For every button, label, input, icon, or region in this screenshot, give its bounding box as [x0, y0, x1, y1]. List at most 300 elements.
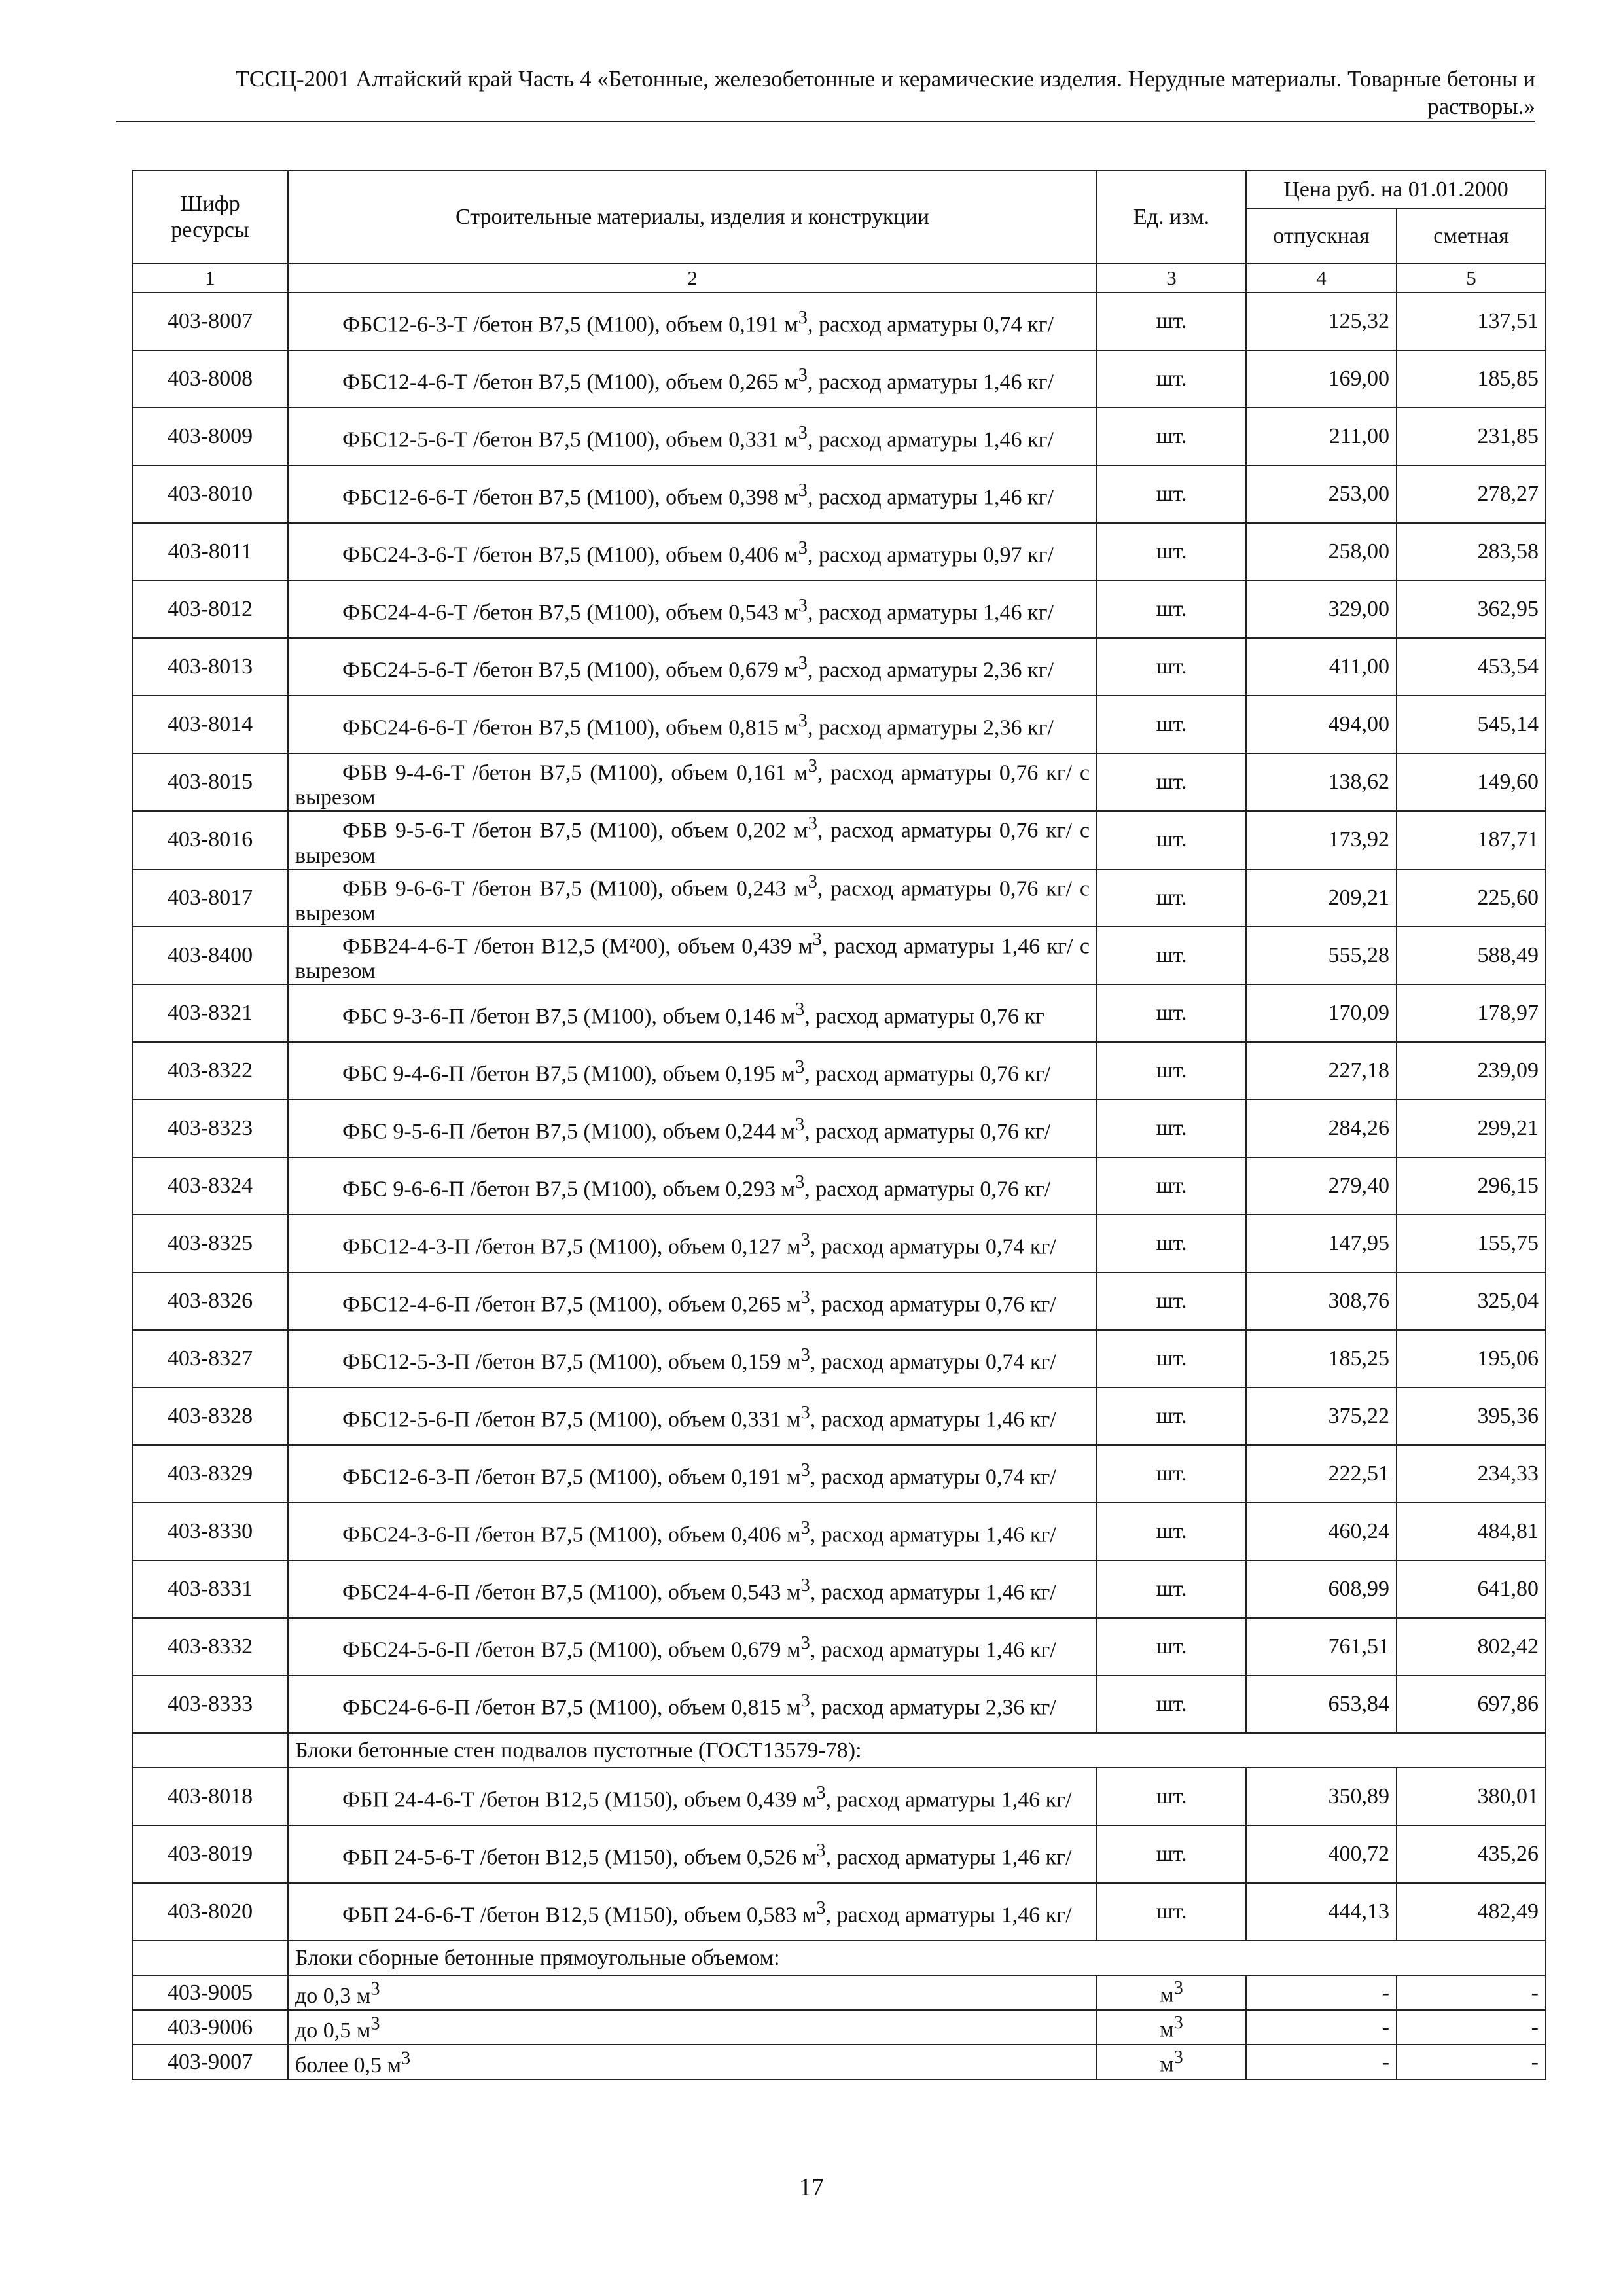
- superscript-3: 3: [1173, 2047, 1183, 2068]
- unit-cell: [1097, 811, 1246, 869]
- volume-unit: м: [787, 1580, 801, 1605]
- unit-text: шт.: [1156, 1174, 1187, 1198]
- unit-cell: [1097, 1618, 1246, 1676]
- material-description: [288, 1825, 1097, 1883]
- estimate-price: 395,36: [1397, 1388, 1546, 1445]
- description-text: [295, 306, 1090, 337]
- description-rest: , расход арматуры 0,76 кг/: [804, 1119, 1051, 1144]
- description-text: [295, 1343, 1090, 1374]
- table-row: [132, 1330, 1546, 1388]
- release-price: 460,24: [1246, 1503, 1397, 1560]
- estimate-price: 225,60: [1397, 869, 1546, 927]
- superscript-3: 3: [808, 756, 817, 776]
- material-description: [288, 1100, 1097, 1157]
- description-rest: , расход арматуры 2,36 кг/: [807, 715, 1054, 740]
- release-price: 329,00: [1246, 581, 1397, 638]
- volume-unit: м: [787, 1407, 801, 1432]
- description-rest: , расход арматуры 1,46 кг/: [825, 1787, 1072, 1812]
- unit-text: шт.: [1156, 482, 1187, 506]
- unit-cell: [1097, 581, 1246, 638]
- description-rest: , расход арматуры 1,46 кг/: [810, 1522, 1056, 1547]
- estimate-price: -: [1397, 2045, 1546, 2079]
- unit-text: шт.: [1156, 1842, 1187, 1867]
- description-rest: , расход арматуры 2,36 кг/: [810, 1695, 1056, 1720]
- release-price: 211,00: [1246, 408, 1397, 465]
- description-main: ФБС12-6-3-Т /бетон В7,5 (М100), объем 0,191: [342, 312, 785, 337]
- release-price: 555,28: [1246, 927, 1397, 984]
- estimate-price: 231,85: [1397, 408, 1546, 465]
- resource-code: 403-8324: [132, 1157, 288, 1215]
- release-price: -: [1246, 2010, 1397, 2045]
- description-rest: , расход арматуры 0,76 кг/ с вырезом: [295, 761, 1090, 810]
- description-text: [295, 1839, 1090, 1870]
- volume-unit: м: [794, 761, 808, 785]
- table-row: [132, 465, 1546, 523]
- description-main: ФБС 9-5-6-П /бетон В7,5 (М100), объем 0,244: [342, 1119, 781, 1144]
- estimate-price: 278,27: [1397, 465, 1546, 523]
- header-line-2: растворы.»: [1427, 94, 1535, 119]
- release-price: 222,51: [1246, 1445, 1397, 1503]
- description-text: [295, 651, 1090, 683]
- table-row: [132, 1157, 1546, 1215]
- description-text: [295, 927, 1090, 984]
- release-price: 308,76: [1246, 1272, 1397, 1330]
- release-price: 147,95: [1246, 1215, 1397, 1272]
- description-main: ФБВ 9-4-6-Т /бетон В7,5 (М100), объем 0,161: [342, 761, 794, 785]
- superscript-3: 3: [800, 1460, 810, 1481]
- description-rest: , расход арматуры 0,76 кг/: [810, 1292, 1056, 1317]
- unit-text: шт.: [1156, 1116, 1187, 1141]
- unit-cell: [1097, 1768, 1246, 1825]
- col-number: 2: [288, 264, 1097, 293]
- estimate-price: 484,81: [1397, 1503, 1546, 1560]
- unit-text: шт.: [1156, 367, 1187, 391]
- unit-cell: [1097, 1330, 1246, 1388]
- description-text: [295, 2048, 411, 2077]
- resource-code: 403-8332: [132, 1618, 288, 1676]
- superscript-3: 3: [798, 365, 808, 386]
- release-price: 185,25: [1246, 1330, 1397, 1388]
- material-description: [288, 1768, 1097, 1825]
- volume-unit: м: [784, 485, 798, 510]
- description-text: [295, 997, 1090, 1029]
- superscript-3: 3: [808, 871, 817, 892]
- volume-unit: м: [784, 427, 798, 452]
- material-description: [288, 811, 1097, 869]
- resource-code: 403-8329: [132, 1445, 288, 1503]
- table-row: [132, 581, 1546, 638]
- description-main: ФБВ 9-5-6-Т /бетон В7,5 (М100), объем 0,202: [342, 818, 794, 843]
- unit-text: шт.: [1156, 1346, 1187, 1371]
- unit-cell: [1097, 753, 1246, 811]
- resource-code: 403-8326: [132, 1272, 288, 1330]
- table-row: [132, 523, 1546, 581]
- unit-cell: [1097, 1883, 1246, 1941]
- description-rest: , расход арматуры 1,46 кг/: [807, 370, 1054, 395]
- resource-code: 403-8014: [132, 696, 288, 753]
- volume-unit: м: [784, 658, 798, 683]
- volume-unit: м: [781, 1062, 796, 1086]
- superscript-3: 3: [800, 1403, 810, 1424]
- release-price: 169,00: [1246, 350, 1397, 408]
- release-price: 350,89: [1246, 1768, 1397, 1825]
- table-row: [132, 1883, 1546, 1941]
- description-text: [295, 709, 1090, 740]
- section-row: [132, 1733, 1546, 1768]
- header-line-1: ТССЦ-2001 Алтайский край Часть 4 «Бетонные, железобетонные и керамические изделия. Нерудные материалы. Товарные бетоны и: [235, 66, 1535, 92]
- volume-unit: м: [787, 1292, 801, 1317]
- description-rest: , расход арматуры 1,46 кг/: [825, 1845, 1072, 1870]
- section-row: [132, 1941, 1546, 1975]
- volume-unit: м: [356, 2018, 371, 2043]
- estimate-price: 453,54: [1397, 638, 1546, 696]
- description-rest: , расход арматуры 0,74 кг/: [807, 312, 1054, 337]
- unit-text: шт.: [1156, 1058, 1187, 1083]
- unit-cell: [1097, 927, 1246, 984]
- table-row: [132, 1215, 1546, 1272]
- superscript-3: 3: [812, 929, 822, 950]
- superscript-3: 3: [798, 480, 808, 501]
- description-main: ФБП 24-6-6-Т /бетон В12,5 (М150), объем 0,583: [342, 1903, 802, 1928]
- estimate-price: 296,15: [1397, 1157, 1546, 1215]
- unit-text: шт.: [1156, 1577, 1187, 1602]
- resource-code: 403-8007: [132, 293, 288, 350]
- table-row: [132, 1445, 1546, 1503]
- table-row: [132, 1100, 1546, 1157]
- material-description: [288, 2045, 1097, 2079]
- unit-text: шт.: [1156, 424, 1187, 448]
- description-rest: , расход арматуры 1,46 кг/: [810, 1638, 1056, 1662]
- volume-unit: м: [781, 1119, 796, 1144]
- unit-text: м: [1160, 1982, 1174, 2007]
- volume-unit: м: [784, 370, 798, 395]
- superscript-3: 3: [795, 1172, 805, 1193]
- resource-code: 403-8010: [132, 465, 288, 523]
- unit-cell: [1097, 1825, 1246, 1883]
- description-main: ФБС12-4-6-П /бетон В7,5 (М100), объем 0,265: [342, 1292, 787, 1317]
- col-number: 3: [1097, 264, 1246, 293]
- release-price: 400,72: [1246, 1825, 1397, 1883]
- unit-text: шт.: [1156, 770, 1187, 795]
- unit-text: шт.: [1156, 1634, 1187, 1659]
- superscript-3: 3: [370, 2013, 380, 2034]
- unit-cell: [1097, 2045, 1246, 2079]
- material-description: [288, 1330, 1097, 1388]
- superscript-3: 3: [370, 1979, 380, 2000]
- description-text: [295, 594, 1090, 625]
- description-text: [295, 1896, 1090, 1928]
- resource-code: 403-8012: [132, 581, 288, 638]
- material-description: [288, 1975, 1097, 2010]
- resource-code: 403-8327: [132, 1330, 288, 1388]
- material-description: [288, 869, 1097, 927]
- resource-code: 403-8400: [132, 927, 288, 984]
- release-price: 253,00: [1246, 465, 1397, 523]
- table-row: [132, 811, 1546, 869]
- description-text: [295, 478, 1090, 510]
- superscript-3: 3: [798, 422, 808, 443]
- release-price: 173,92: [1246, 811, 1397, 869]
- description-text: [295, 1631, 1090, 1662]
- description-main: ФБС12-6-3-П /бетон В7,5 (М100), объем 0,191: [342, 1465, 787, 1490]
- description-text: [295, 1170, 1090, 1202]
- material-description: [288, 2010, 1097, 2045]
- col-number: 1: [132, 264, 288, 293]
- superscript-3: 3: [800, 1345, 810, 1366]
- unit-text: м: [1160, 2052, 1174, 2077]
- description-main: ФБС24-5-6-Т /бетон В7,5 (М100), объем 0,679: [342, 658, 785, 683]
- resource-code: 403-8018: [132, 1768, 288, 1825]
- description-main: до 0,5: [295, 2018, 357, 2043]
- unit-cell: [1097, 1975, 1246, 2010]
- release-price: 138,62: [1246, 753, 1397, 811]
- description-text: [295, 1689, 1090, 1720]
- superscript-3: 3: [798, 595, 808, 616]
- release-price: 608,99: [1246, 1560, 1397, 1618]
- description-text: [295, 1458, 1090, 1490]
- volume-unit: м: [794, 876, 808, 901]
- resource-code: 403-8009: [132, 408, 288, 465]
- resource-code: 403-8011: [132, 523, 288, 581]
- resource-code: 403-8321: [132, 984, 288, 1042]
- table-row: [132, 927, 1546, 984]
- price-table-body: [132, 293, 1546, 2079]
- col-header-description: Строительные материалы, изделия и конструкции: [288, 171, 1097, 264]
- description-rest: , расход арматуры 1,46 кг/: [807, 485, 1054, 510]
- superscript-3: 3: [1173, 2013, 1183, 2034]
- volume-unit: м: [794, 818, 808, 843]
- material-description: [288, 984, 1097, 1042]
- col-header-estimate-price: сметная: [1397, 209, 1546, 264]
- release-price: 375,22: [1246, 1388, 1397, 1445]
- superscript-3: 3: [816, 1840, 826, 1861]
- material-description: [288, 1215, 1097, 1272]
- superscript-3: 3: [401, 2048, 411, 2069]
- resource-code: 403-8331: [132, 1560, 288, 1618]
- description-rest: , расход арматуры 2,36 кг/: [807, 658, 1054, 683]
- table-row: [132, 1042, 1546, 1100]
- release-price: 494,00: [1246, 696, 1397, 753]
- description-text: [295, 421, 1090, 452]
- estimate-price: 234,33: [1397, 1445, 1546, 1503]
- unit-cell: [1097, 638, 1246, 696]
- table-row: [132, 753, 1546, 811]
- description-main: ФБП 24-4-6-Т /бетон В12,5 (М150), объем 0,439: [342, 1787, 802, 1812]
- material-description: [288, 753, 1097, 811]
- estimate-price: 435,26: [1397, 1825, 1546, 1883]
- table-row: [132, 984, 1546, 1042]
- material-description: [288, 1618, 1097, 1676]
- description-text: [295, 363, 1090, 395]
- description-main: ФБП 24-5-6-Т /бетон В12,5 (М150), объем 0,526: [342, 1845, 802, 1870]
- resource-code: 403-8017: [132, 869, 288, 927]
- unit-text: шт.: [1156, 1001, 1187, 1026]
- description-main: ФБС12-6-6-Т /бетон В7,5 (М100), объем 0,398: [342, 485, 785, 510]
- description-text: [295, 1113, 1090, 1144]
- material-description: [288, 1157, 1097, 1215]
- unit-cell: [1097, 408, 1246, 465]
- unit-text: шт.: [1156, 943, 1187, 968]
- superscript-3: 3: [798, 307, 808, 328]
- estimate-price: 149,60: [1397, 753, 1546, 811]
- description-rest: , расход арматуры 0,74 кг/: [810, 1234, 1056, 1259]
- description-rest: , расход арматуры 1,46 кг/: [810, 1407, 1056, 1432]
- release-price: 761,51: [1246, 1618, 1397, 1676]
- volume-unit: м: [802, 1903, 817, 1928]
- unit-text: шт.: [1156, 1784, 1187, 1809]
- description-main: ФБС24-6-6-П /бетон В7,5 (М100), объем 0,815: [342, 1695, 787, 1720]
- unit-cell: [1097, 1215, 1246, 1272]
- material-description: [288, 1272, 1097, 1330]
- description-text: [295, 754, 1090, 810]
- unit-cell: [1097, 1560, 1246, 1618]
- release-price: 279,40: [1246, 1157, 1397, 1215]
- description-text: [295, 1781, 1090, 1812]
- material-description: [288, 293, 1097, 350]
- material-description: [288, 581, 1097, 638]
- description-text: [295, 1979, 380, 2008]
- estimate-price: 283,58: [1397, 523, 1546, 581]
- unit-text: шт.: [1156, 712, 1187, 736]
- volume-unit: м: [787, 1522, 801, 1547]
- estimate-price: 195,06: [1397, 1330, 1546, 1388]
- header-rule: [116, 121, 1535, 122]
- unit-cell: [1097, 350, 1246, 408]
- description-main: ФБС12-4-6-Т /бетон В7,5 (М100), объем 0,265: [342, 370, 785, 395]
- material-description: [288, 696, 1097, 753]
- unit-text: шт.: [1156, 1462, 1187, 1486]
- estimate-price: 362,95: [1397, 581, 1546, 638]
- resource-code: 403-8008: [132, 350, 288, 408]
- description-text: [295, 1285, 1090, 1317]
- release-price: 411,00: [1246, 638, 1397, 696]
- unit-text: шт.: [1156, 1231, 1187, 1256]
- description-text: [295, 1401, 1090, 1432]
- estimate-price: 155,75: [1397, 1215, 1546, 1272]
- release-price: -: [1246, 1975, 1397, 2010]
- resource-code: 403-9005: [132, 1975, 288, 2010]
- resource-code: 403-8020: [132, 1883, 288, 1941]
- superscript-3: 3: [800, 1287, 810, 1308]
- unit-text: шт.: [1156, 1289, 1187, 1314]
- superscript-3: 3: [798, 537, 808, 558]
- unit-cell: [1097, 1503, 1246, 1560]
- material-description: [288, 1676, 1097, 1733]
- resource-code: 403-8325: [132, 1215, 288, 1272]
- unit-text: шт.: [1156, 1692, 1187, 1717]
- unit-text: шт.: [1156, 1899, 1187, 1924]
- col-header-price: Цена руб. на 01.01.2000: [1246, 171, 1546, 209]
- description-rest: , расход арматуры 0,76 кг: [804, 1004, 1044, 1029]
- description-text: [295, 2013, 380, 2043]
- unit-text: шт.: [1156, 309, 1187, 333]
- material-description: [288, 1445, 1097, 1503]
- resource-code: 403-8019: [132, 1825, 288, 1883]
- release-price: -: [1246, 2045, 1397, 2079]
- table-row: [132, 696, 1546, 753]
- volume-unit: м: [387, 2053, 402, 2077]
- superscript-3: 3: [800, 1691, 810, 1712]
- estimate-price: 137,51: [1397, 293, 1546, 350]
- table-row: [132, 2045, 1546, 2079]
- unit-text: шт.: [1156, 655, 1187, 679]
- estimate-price: 325,04: [1397, 1272, 1546, 1330]
- unit-cell: [1097, 1445, 1246, 1503]
- superscript-3: 3: [795, 999, 805, 1020]
- unit-cell: [1097, 1100, 1246, 1157]
- unit-text: шт.: [1156, 1404, 1187, 1429]
- description-text: [295, 1573, 1090, 1605]
- material-description: [288, 638, 1097, 696]
- table-row: [132, 1825, 1546, 1883]
- table-row: [132, 1503, 1546, 1560]
- description-main: ФБВ 9-6-6-Т /бетон В7,5 (М100), объем 0,243: [342, 876, 794, 901]
- price-table: [132, 170, 1546, 2080]
- unit-cell: [1097, 696, 1246, 753]
- description-main: ФБС 9-3-6-П /бетон В7,5 (М100), объем 0,146: [342, 1004, 781, 1029]
- table-row: [132, 1975, 1546, 2010]
- release-price: 227,18: [1246, 1042, 1397, 1100]
- material-description: [288, 350, 1097, 408]
- volume-unit: м: [784, 715, 798, 740]
- description-rest: , расход арматуры 0,74 кг/: [810, 1350, 1056, 1374]
- estimate-price: 545,14: [1397, 696, 1546, 753]
- volume-unit: м: [787, 1638, 801, 1662]
- description-rest: , расход арматуры 0,76 кг/: [804, 1062, 1051, 1086]
- unit-text: шт.: [1156, 597, 1187, 621]
- material-description: [288, 1388, 1097, 1445]
- material-description: [288, 1503, 1097, 1560]
- superscript-3: 3: [795, 1057, 805, 1078]
- description-main: до 0,3: [295, 1983, 357, 2008]
- description-text: [295, 536, 1090, 567]
- description-rest: , расход арматуры 1,46 кг/ с вырезом: [295, 934, 1090, 984]
- unit-cell: [1097, 1388, 1246, 1445]
- description-main: ФБС24-4-6-Т /бетон В7,5 (М100), объем 0,543: [342, 600, 785, 625]
- description-text: [295, 812, 1090, 868]
- volume-unit: м: [802, 1787, 817, 1812]
- col-header-unit: Ед. изм.: [1097, 171, 1246, 264]
- section-code-empty: [132, 1941, 288, 1975]
- unit-cell: [1097, 465, 1246, 523]
- material-description: [288, 1042, 1097, 1100]
- description-text: [295, 1228, 1090, 1259]
- table-row: [132, 293, 1546, 350]
- estimate-price: 239,09: [1397, 1042, 1546, 1100]
- volume-unit: м: [787, 1350, 801, 1374]
- col-header-code: Шифр ресурсы: [132, 171, 288, 264]
- table-row: [132, 638, 1546, 696]
- description-rest: , расход арматуры 1,46 кг/: [825, 1903, 1072, 1928]
- description-main: ФБС12-5-3-П /бетон В7,5 (М100), объем 0,159: [342, 1350, 787, 1374]
- description-rest: , расход арматуры 1,46 кг/: [810, 1580, 1056, 1605]
- resource-code: 403-8328: [132, 1388, 288, 1445]
- resource-code: 403-9006: [132, 2010, 288, 2045]
- superscript-3: 3: [808, 814, 817, 834]
- resource-code: 403-8015: [132, 753, 288, 811]
- unit-cell: [1097, 1272, 1246, 1330]
- description-main: ФБС 9-4-6-П /бетон В7,5 (М100), объем 0,195: [342, 1062, 781, 1086]
- superscript-3: 3: [800, 1633, 810, 1654]
- unit-text: шт.: [1156, 539, 1187, 564]
- description-text: [295, 1055, 1090, 1086]
- table-row: [132, 1618, 1546, 1676]
- material-description: [288, 523, 1097, 581]
- superscript-3: 3: [816, 1898, 826, 1919]
- description-rest: , расход арматуры 0,74 кг/: [810, 1465, 1056, 1490]
- description-rest: , расход арматуры 0,76 кг/ с вырезом: [295, 876, 1090, 925]
- volume-unit: м: [784, 543, 798, 567]
